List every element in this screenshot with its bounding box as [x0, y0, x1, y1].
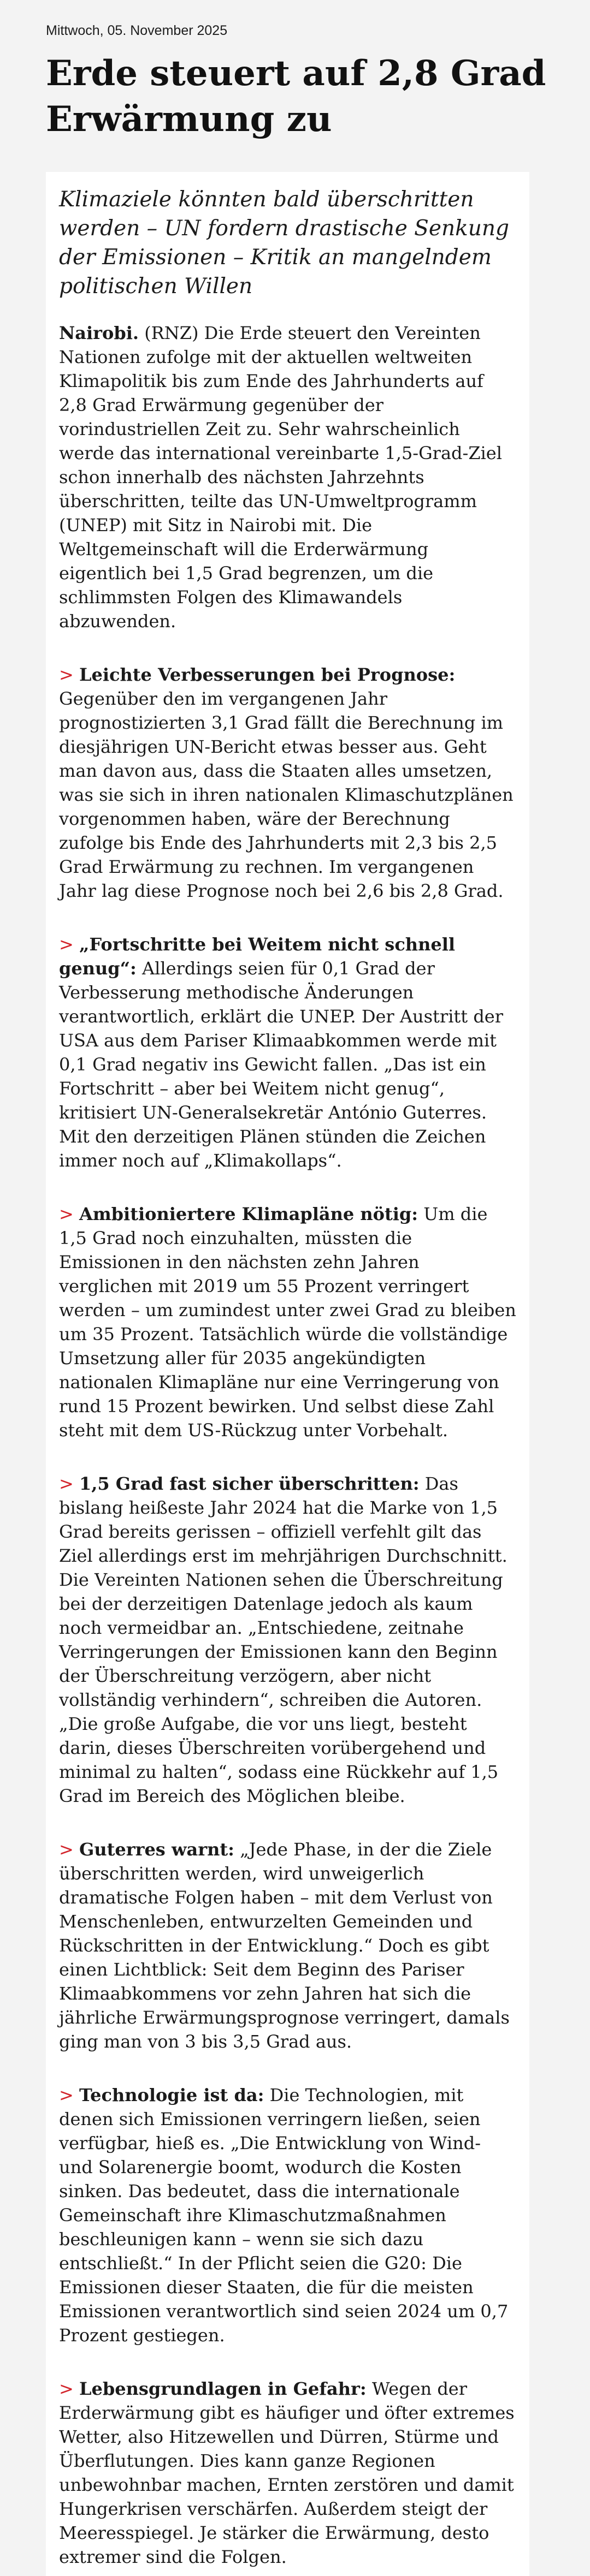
section-paragraph — [59, 663, 516, 903]
section-text: Gegenüber den im vergangenen Jahr prognostizierten 3,1 Grad fällt die Berechnung im diesjährigen UN-Bericht etwas besser aus. Geht man davon aus, dass die Staaten alles umsetzen, was sie sich in ihren nationalen Klimaschutzplänen vorgenommen haben, wäre der Berechnung zufolge bis Ende des Jahrhunderts mit 2,3 bis 2,5 Grad Erwärmung zu rechnen. Im vergangenen Jahr lag diese Prognose noch bei 2,6 bis 2,8 Grad. — [59, 688, 514, 901]
chevron-right-icon: > — [59, 1839, 74, 1860]
article-card — [46, 172, 529, 2576]
section-heading: Lebensgrundlagen in Gefahr: — [79, 2378, 367, 2399]
headline: Erde steuert auf 2,8 Grad Erwärmung zu — [46, 53, 546, 140]
intro-paragraph — [59, 321, 516, 633]
section-heading: 1,5 Grad fast sicher überschritten: — [79, 1473, 420, 1494]
teaser: Klimaziele könnten bald überschritten werden – UN fordern drastische Senkung der Emissionen – Kritik an mangelndem politischen Willen — [59, 187, 509, 299]
section-heading: Ambitioniertere Klimapläne nötig: — [79, 1204, 418, 1224]
publication-date: Mittwoch, 05. November 2025 — [46, 23, 228, 38]
intro-text: (RNZ) Die Erde steuert den Vereinten Nationen zufolge mit der aktuellen weltweiten Klimapolitik bis zum Ende des Jahrhunderts auf 2,8 Grad Erwärmung gegenüber der vorindustriellen Zeit zu. Sehr wahrscheinlich werde das international vereinbarte 1,5-Grad-Ziel schon innerhalb des nächsten Jahrzehnts überschritten, teilte das UN-Umweltprogramm (UNEP) mit Sitz in Nairobi mit. Die Weltgemeinschaft will die Erderwärmung eigentlich bei 1,5 Grad begrenzen, um die schlimmsten Folgen des Klimawandels abzuwenden. — [59, 323, 502, 632]
section-paragraph — [59, 1837, 516, 2054]
section-text: Die Technologien, mit denen sich Emissionen verringern ließen, seien verfügbar, hieß es. „Die Entwicklung von Wind- und Solarenergie boomt, wodurch die Kosten sinken. Das bedeutet, dass die internationale Gemeinschaft ihre Klimaschutzmaßnahmen beschleunigen kann – wenn sie sich dazu entschließt.“ In der Pflicht seien die G20: Die Emissionen dieser Staaten, die für die meisten Emissionen verantwortlich sind seien 2024 um 0,7 Prozent gestiegen. — [59, 2085, 509, 2346]
section-paragraph — [59, 932, 516, 1173]
section-paragraph — [59, 1472, 516, 1808]
section-text: Allerdings seien für 0,1 Grad der Verbesserung methodische Änderungen verantwortlich, erklärt die UNEP. Der Austritt der USA aus dem Pariser Klimaabkommen werde mit 0,1 Grad negativ ins Gewicht fallen. „Das ist ein Fortschritt – aber bei Weitem nicht genug“, kritisiert UN-Generalsekretär António Guterres. Mit den derzeitigen Plänen stünden die Zeichen immer noch auf „Klimakollaps“. — [59, 958, 504, 1171]
section-heading: „Fortschritte bei Weitem nicht schnell genug“: — [59, 934, 455, 979]
section-text: Um die 1,5 Grad noch einzuhalten, müssten die Emissionen in den nächsten zehn Jahren verglichen mit 2019 um 55 Prozent verringert werden – um zumindest unter zwei Grad zu bleiben um 35 Prozent. Tatsächlich würde die vollständige Umsetzung aller für 2035 angekündigten nationalen Klimapläne nur eine Verringerung von rund 15 Prozent bewirken. Und selbst diese Zahl steht mit dem US-Rückzug unter Vorbehalt. — [59, 1204, 516, 1441]
chevron-right-icon: > — [59, 934, 74, 955]
section-text: Wegen der Erderwärmung gibt es häufiger und öfter extremes Wetter, also Hitzewellen und Dürren, Stürme und Überflutungen. Dies kann ganze Regionen unbewohnbar machen, Ernten zerstören und damit Hungerkrisen verschärfen. Außerdem steigt der Meeresspiegel. Je stärker die Erwärmung, desto extremer sind die Folgen. — [59, 2378, 515, 2567]
chevron-right-icon: > — [59, 664, 74, 685]
chevron-right-icon: > — [59, 2085, 74, 2105]
section-text: „Jede Phase, in der die Ziele überschritten werden, wird unweigerlich dramatische Folgen haben – mit dem Verlust von Menschenleben, entwurzelten Gemeinden und Rückschritten in der Entwicklung.“ Doch es gibt einen Lichtblick: Seit dem Beginn des Pariser Klimaabkommens vor zehn Jahren hat sich die jährliche Erwärmungsprognose verringert, damals ging man von 3 bis 3,5 Grad aus. — [59, 1839, 510, 2052]
section-heading: Leichte Verbesserungen bei Prognose: — [79, 664, 456, 685]
section-paragraph — [59, 2377, 516, 2569]
section-text: Das bislang heißeste Jahr 2024 hat die Marke von 1,5 Grad bereits gerissen – offiziell verfehlt gilt das Ziel allerdings erst im mehrjährigen Durchschnitt. Die Vereinten Nationen sehen die Überschreitung bei der derzeitigen Datenlage jedoch als kaum noch vermeidbar an. „Entschiedene, zeitnahe Verringerungen der Emissionen kann den Beginn der Überschreitung verzögern, aber nicht vollständig verhindern“, schreiben die Autoren. „Die große Aufgabe, die vor uns liegt, besteht darin, dieses Überschreiten vorübergehend und minimal zu halten“, sodass eine Rückkehr auf 1,5 Grad im Bereich des Möglichen bleibe. — [59, 1473, 508, 1806]
section-heading: Technologie ist da: — [79, 2085, 264, 2105]
chevron-right-icon: > — [59, 1204, 74, 1224]
article-body — [46, 301, 529, 2569]
section-paragraph — [59, 2083, 516, 2347]
section-paragraph — [59, 1202, 516, 1442]
section-heading: Guterres warnt: — [79, 1839, 234, 1860]
chevron-right-icon: > — [59, 2378, 74, 2399]
chevron-right-icon: > — [59, 1473, 74, 1494]
dateline: Nairobi. — [59, 323, 139, 343]
